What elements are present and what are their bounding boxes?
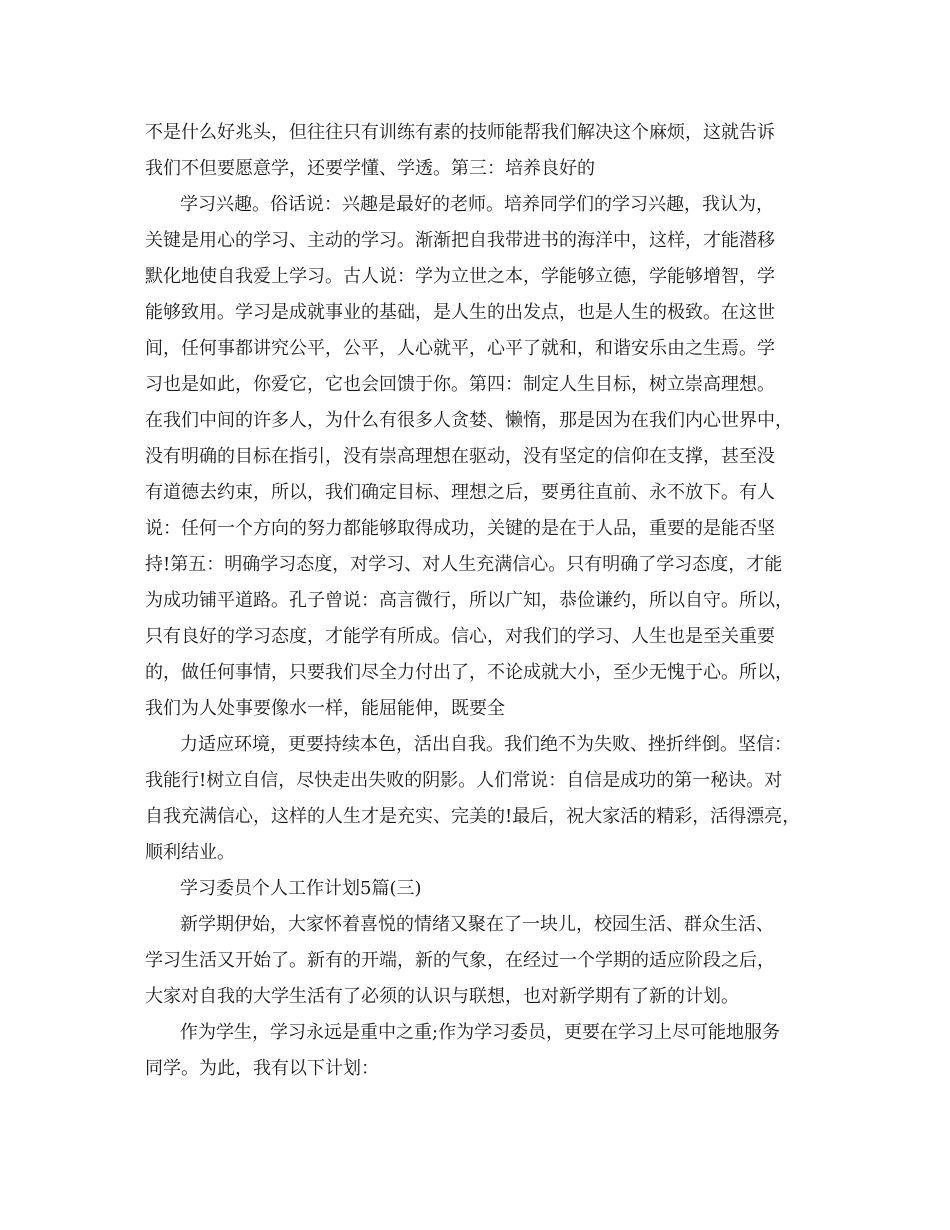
- text-line: 我们为人处事要像水一样，能屈能伸，既要全: [145, 698, 505, 719]
- text-line: 顺利结业。: [145, 842, 235, 863]
- text-line: 关键是用心的学习、主动的学习。渐渐把自我带进书的海洋中，这样，才能潜移: [145, 230, 775, 251]
- text-line: 我们不但要愿意学，还要学懂、学透。第三：培养良好的: [145, 158, 595, 179]
- text-line: 能够致用。学习是成就事业的基础，是人生的出发点，也是人生的极致。在这世: [145, 302, 775, 323]
- text-line: 在我们中间的许多人，为什么有很多人贪婪、懒惰，那是因为在我们内心世界中，: [145, 410, 793, 431]
- paragraph-first-line: 作为学生，学习永远是重中之重;作为学习委员，更要在学习上尽可能地服务: [180, 1022, 781, 1043]
- text-line: 说：任何一个方向的努力都能够取得成功，关键的是在于人品，重要的是能否坚: [145, 518, 775, 539]
- text-line: 有道德去约束，所以，我们确定目标、理想之后，要勇往直前、永不放下。有人: [145, 482, 775, 503]
- text-line: 间，任何事都讲究公平，公平，人心就平，心平了就和，和谐安乐由之生焉。学: [145, 338, 775, 359]
- paragraph-first-line: 力适应环境，更要持续本色，活出自我。我们绝不为失败、挫折绊倒。坚信：: [180, 734, 792, 755]
- text-line: 没有明确的目标在指引，没有崇高理想在驱动，没有坚定的信仰在支撑，甚至没: [145, 446, 775, 467]
- text-line: 为成功铺平道路。孔子曾说：高言微行，所以广知，恭俭谦约，所以自守。所以，: [145, 590, 793, 611]
- text-line: 我能行!树立自信，尽快走出失败的阴影。人们常说：自信是成功的第一秘诀。对: [145, 770, 783, 791]
- text-line: 大家对自我的大学生活有了必须的认识与联想，也对新学期有了新的计划。: [145, 986, 739, 1007]
- text-line: 的，做任何事情，只要我们尽全力付出了，不论成就大小，至少无愧于心。所以，: [145, 662, 793, 683]
- text-line: 持!第五：明确学习态度，对学习、对人生充满信心。只有明确了学习态度，才能: [145, 554, 783, 575]
- text-line: 同学。为此，我有以下计划：: [145, 1058, 379, 1079]
- paragraph-first-line: 学习兴趣。俗话说：兴趣是最好的老师。培养同学们的学习兴趣，我认为，: [180, 194, 774, 215]
- section-heading: 学习委员个人工作计划5篇(三): [180, 878, 422, 899]
- text-line: 学习生活又开始了。新有的开端，新的气象，在经过一个学期的适应阶段之后，: [145, 950, 775, 971]
- text-line: 习也是如此，你爱它，它也会回馈于你。第四：制定人生目标，树立崇高理想。: [145, 374, 775, 395]
- text-line: 不是什么好兆头，但往往只有训练有素的技师能帮我们解决这个麻烦，这就告诉: [145, 122, 775, 143]
- text-line: 只有良好的学习态度，才能学有所成。信心，对我们的学习、人生也是至关重要: [145, 626, 775, 647]
- text-line: 默化地使自我爱上学习。古人说：学为立世之本，学能够立德，学能够增智，学: [145, 266, 775, 287]
- text-line: 自我充满信心，这样的人生才是充实、完美的!最后，祝大家活的精彩，活得漂亮，: [145, 806, 801, 827]
- paragraph-first-line: 新学期伊始，大家怀着喜悦的情绪又聚在了一块儿，校园生活、群众生活、: [180, 914, 774, 935]
